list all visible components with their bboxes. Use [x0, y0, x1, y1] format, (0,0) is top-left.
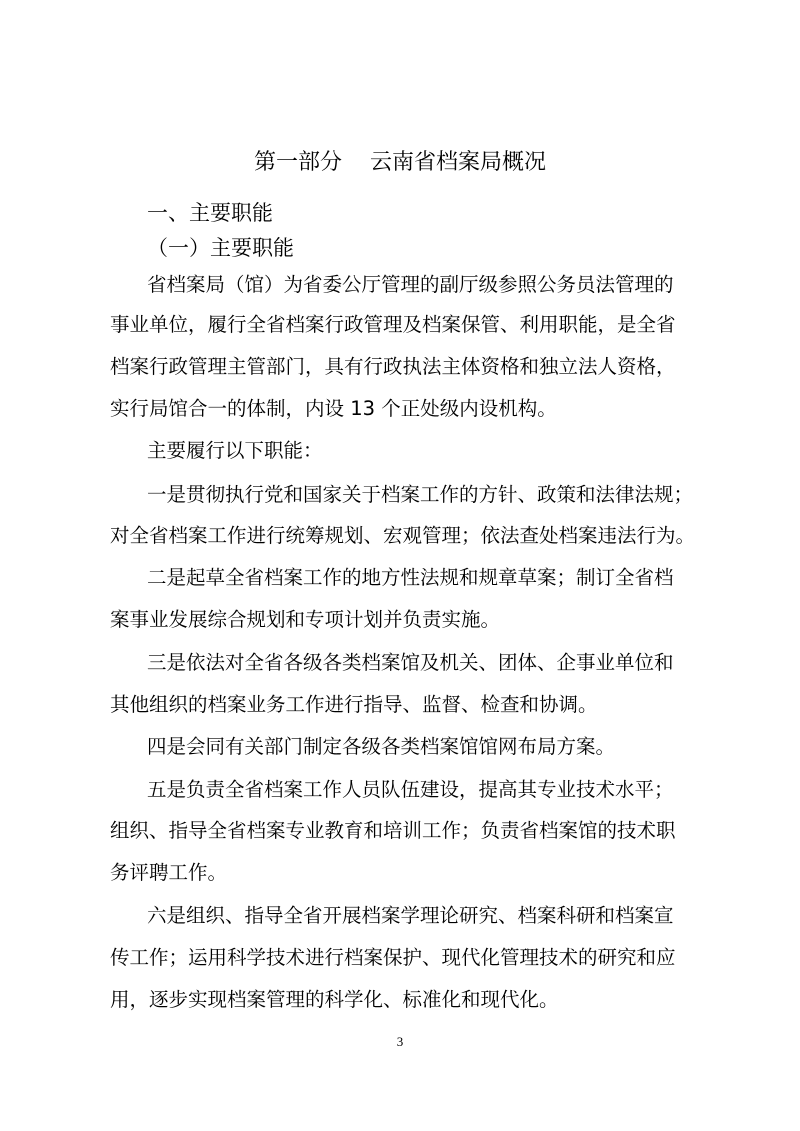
- paragraph-line: 务评聘工作。: [110, 861, 228, 884]
- paragraph-line: 二是起草全省档案工作的地方性法规和规章草案；制订全省档: [147, 566, 674, 589]
- paragraph-line: 用，逐步实现档案管理的科学化、标准化和现代化。: [110, 988, 559, 1011]
- paragraph-line: 传工作；运用科学技术进行档案保护、现代化管理技术的研究和应: [110, 946, 676, 969]
- paragraph-line: 五是负责全省档案工作人员队伍建设，提高其专业技术水平；: [147, 778, 674, 801]
- paragraph-line: 组织、指导全省档案专业教育和培训工作；负责省档案馆的技术职: [110, 819, 676, 842]
- paragraph-line: 事业单位，履行全省档案行政管理及档案保管、利用职能，是全省: [110, 313, 676, 336]
- paragraph-line: 档案行政管理主管部门，具有行政执法主体资格和独立法人资格，: [110, 355, 676, 378]
- subsection-heading: （一）主要职能: [147, 236, 294, 260]
- paragraph-line: 其他组织的档案业务工作进行指导、监督、检查和协调。: [110, 693, 598, 716]
- paragraph-line: 对全省档案工作进行统筹规划、宏观管理；依法查处档案违法行为。: [110, 524, 696, 547]
- paragraph-line: 省档案局（馆）为省委公厅管理的副厅级参照公务员法管理的: [147, 273, 674, 296]
- page-title: 第一部分 云南省档案局概况: [254, 150, 546, 175]
- section-heading: 一、主要职能: [147, 201, 273, 225]
- page-number: 3: [396, 1034, 404, 1049]
- paragraph-line: 案事业发展综合规划和专项计划并负责实施。: [110, 608, 501, 631]
- paragraph-line: 四是会同有关部门制定各级各类档案馆馆网布局方案。: [147, 735, 616, 758]
- paragraph-line: 一是贯彻执行党和国家关于档案工作的方针、政策和法律法规；: [147, 483, 694, 506]
- paragraph-line: 六是组织、指导全省开展档案学理论研究、档案科研和档案宣: [147, 904, 674, 927]
- paragraph-line: 主要履行以下职能：: [147, 439, 323, 462]
- paragraph-line: 三是依法对全省各级各类档案馆及机关、团体、企事业单位和: [147, 651, 674, 674]
- paragraph-line: 实行局馆合一的体制，内设 13 个正处级内设机构。: [110, 397, 557, 420]
